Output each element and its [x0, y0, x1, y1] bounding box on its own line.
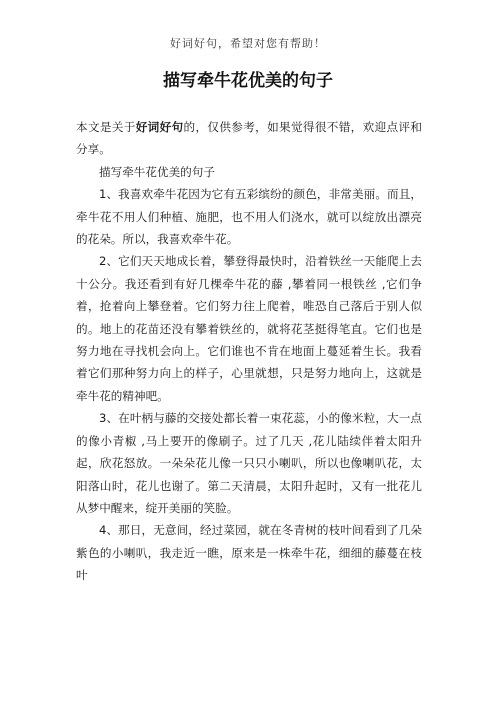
paragraph-3: 3、在叶柄与藤的交接处都长着一束花蕊，小的像米粒，大一点的像小青椒 ,马上要开的像刷子。过了几天 ,花儿陆续伴着太阳升起，欣花怒放。一朵朵花儿像一只只小喇叭，所以也像喇叭花，太阳落山时，花儿也谢了。第二天清晨，太阳升起时，又有一批花儿从梦中醒来，绽开美丽的笑脸。 — [76, 411, 422, 515]
paragraph-2: 2、它们天天地成长着，攀登得最快时，沿着铁丝一天能爬上去十公分。我还看到有好几棵牵牛花的藤 ,攀着同一根铁丝 ,它们争着，抢着向上攀登着。它们努力往上爬着，唯恐自己落后于别人似的。地上的花苗还没有攀着铁丝的，就将花茎挺得笔直。它们也是努力地在寻找机会向上。它们谁也不肯在地面上蔓延着生长。我看着它们那种努力向上的样子，心里就想，只是努力地向上，这就是牵牛花的精神吧。 — [76, 254, 422, 403]
intro-highlight: 好词好句 — [135, 120, 184, 134]
intro-prefix: 本文是关于 — [76, 120, 136, 134]
intro-paragraph — [76, 116, 422, 161]
header-note: 好词好句，希望对您有帮助！ — [170, 37, 326, 50]
paragraph-1: 1、我喜欢牵牛花因为它有五彩缤纷的颜色，非常美丽。而且，牵牛花不用人们种植、施肥，也不用人们浇水，就可以绽放出漂亮的花朵。所以，我喜欢牵牛花。 — [76, 187, 422, 247]
page-title: 描写牵牛花优美的句子 — [163, 71, 333, 91]
paragraph-4: 4、那日，无意间，经过菜园，就在冬青树的枝叶间看到了几朵紫色的小喇叭，我走近一瞧，原来是一株牵牛花，细细的藤蔓在枝叶 — [76, 523, 422, 583]
intro-suffix: 的，仅供参考，如果觉得很不错，欢迎点评和分享。 — [76, 120, 422, 157]
document-body — [76, 116, 422, 587]
section-subtitle: 描写牵牛花优美的句子 — [99, 164, 215, 179]
